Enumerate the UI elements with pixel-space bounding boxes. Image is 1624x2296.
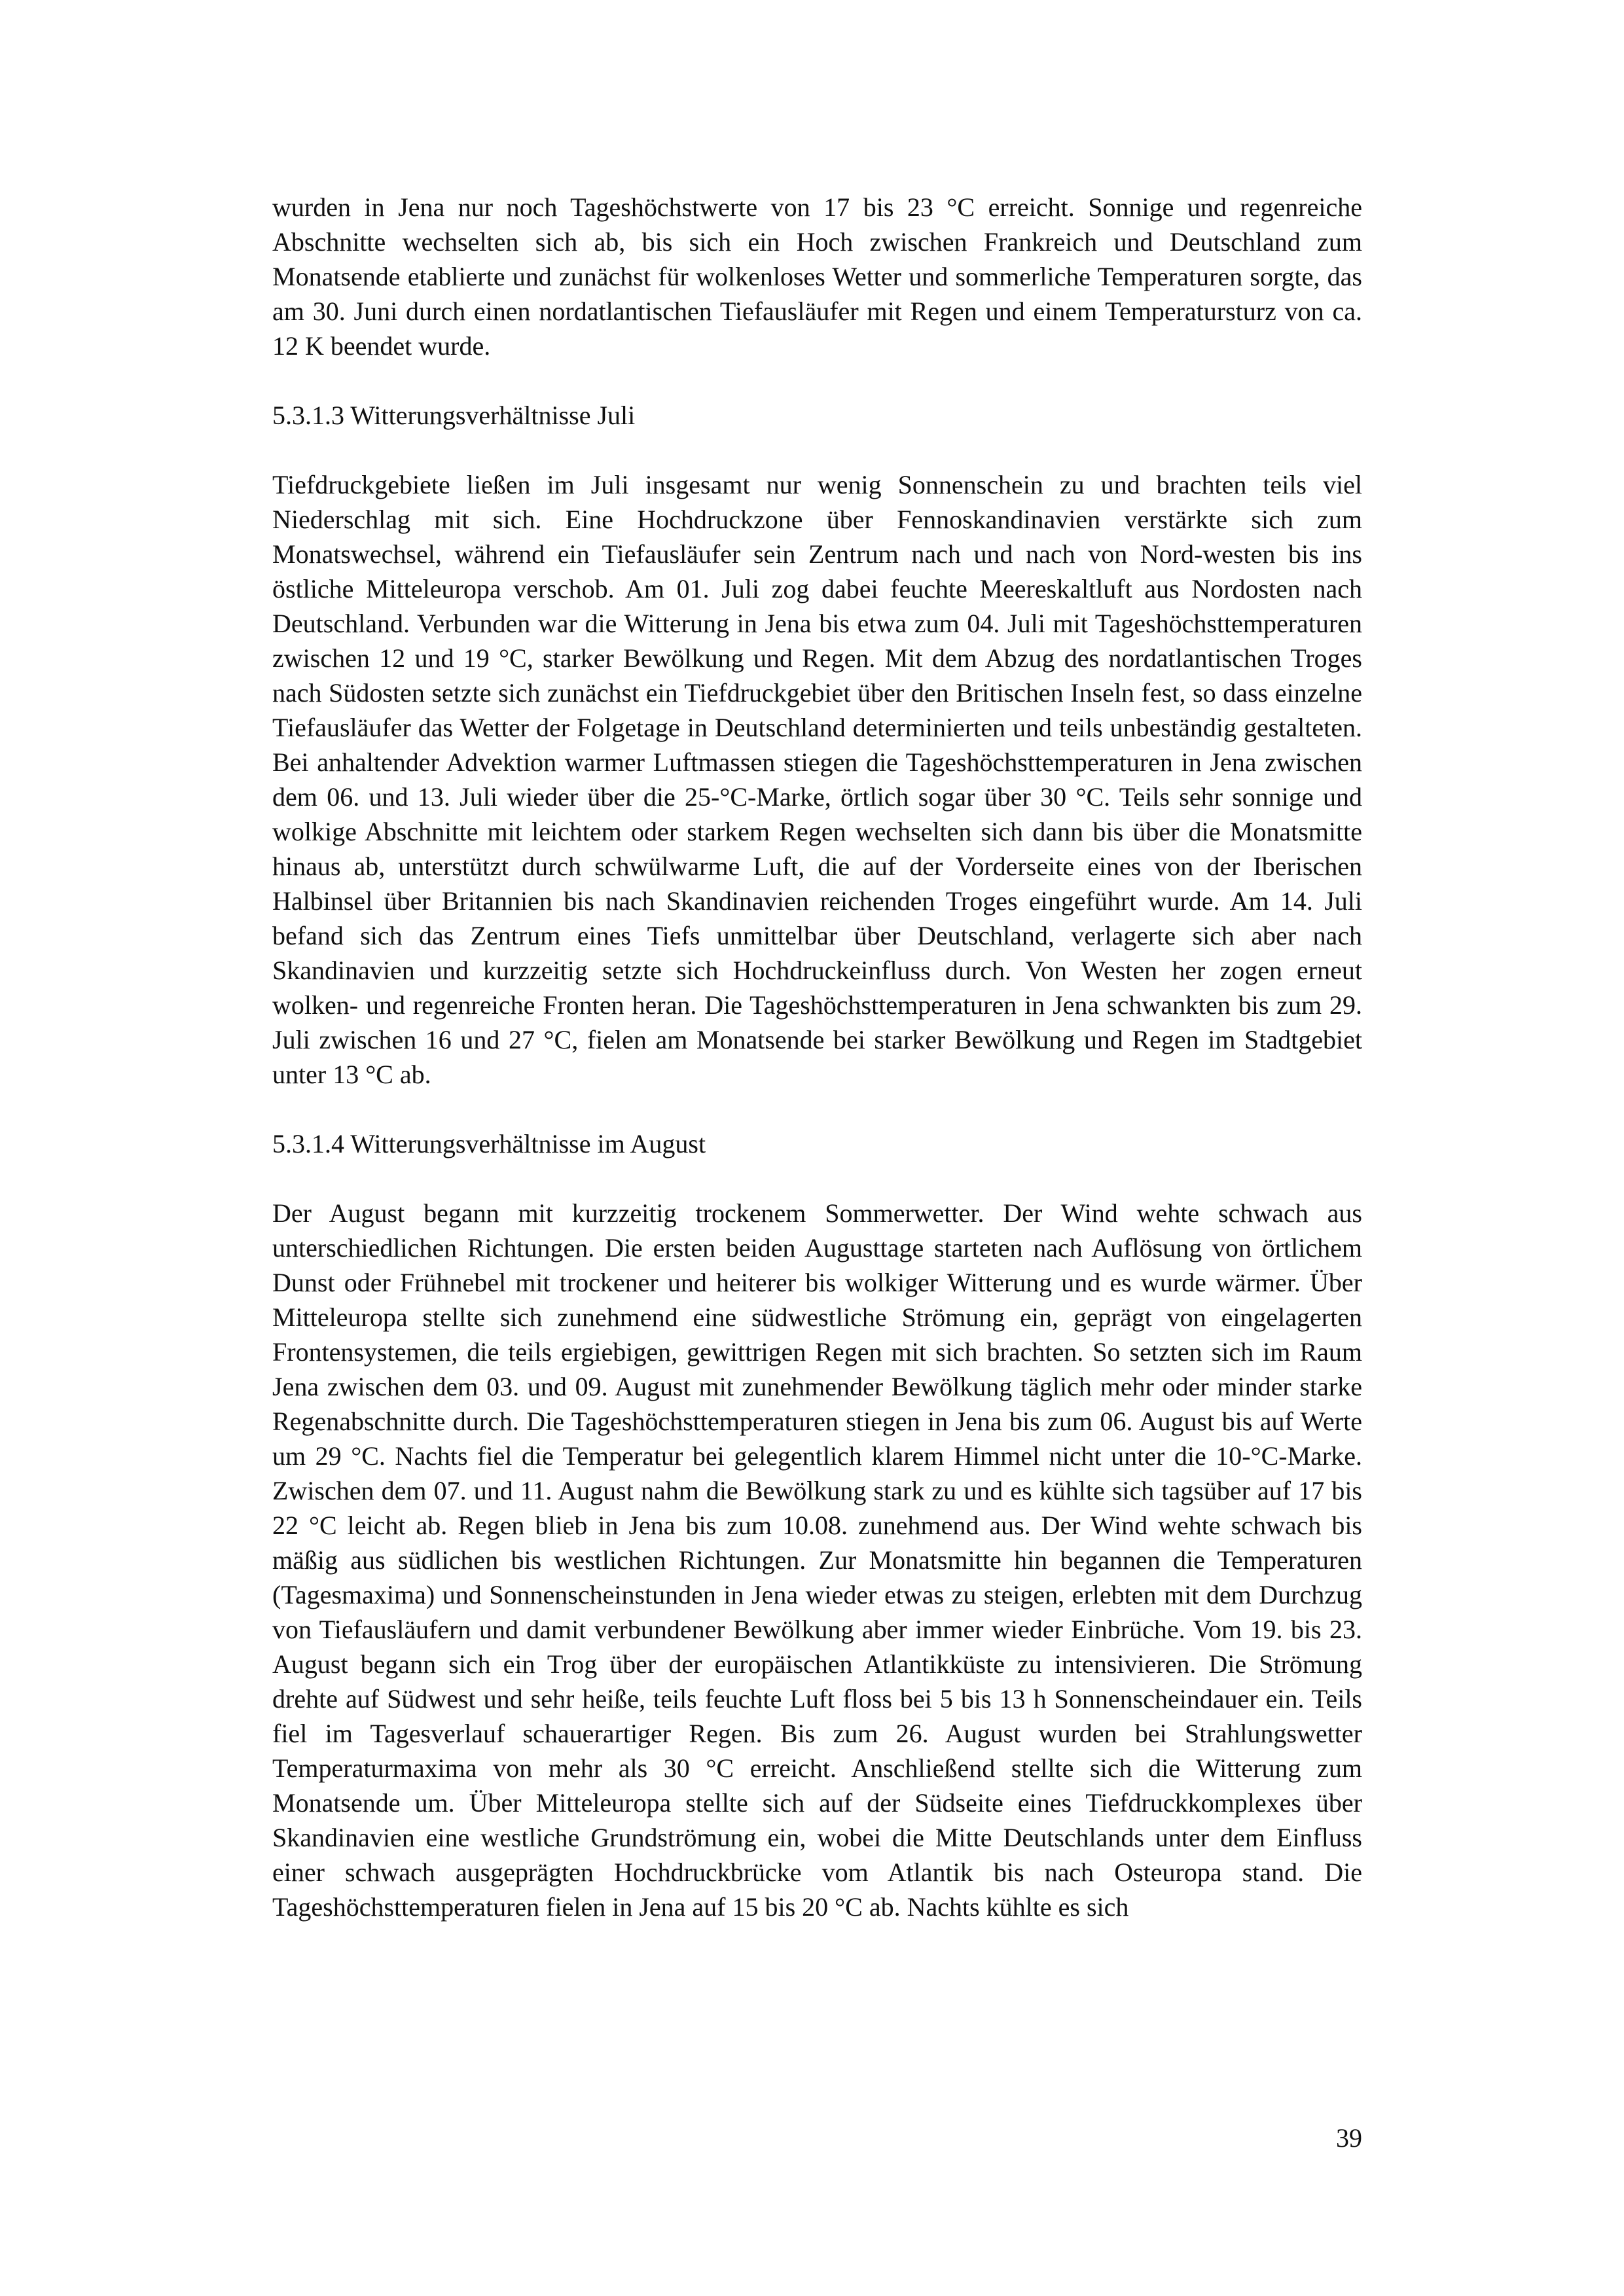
spacer (272, 1092, 1362, 1126)
document-page (272, 190, 1362, 1924)
paragraph-august: Der August begann mit kurzzeitig trockenem Sommerwetter. Der Wind wehte schwach aus unterschiedlichen Richtungen. Die ersten beiden Augusttage starteten nach Auflösung von örtlichem Dunst oder Frühnebel mit trockener und heiterer bis wolkiger Witterung und es wurde wärmer. Über Mitteleuropa stellte sich zunehmend eine südwestliche Strömung ein, geprägt von eingelagerten Frontensystemen, die teils ergiebigen, gewittrigen Regen mit sich brachten. So setzten sich im Raum Jena zwischen dem 03. und 09. August mit zunehmender Bewölkung täglich mehr oder minder starke Regenabschnitte durch. Die Tageshöchsttemperaturen stiegen in Jena bis zum 06. August bis auf Werte um 29 °C. Nachts fiel die Temperatur bei gelegentlich klarem Himmel nicht unter die 10-°C-Marke. Zwischen dem 07. und 11. August nahm die Bewölkung stark zu und es kühlte sich tagsüber auf 17 bis 22 °C leicht ab. Regen blieb in Jena bis zum 10.08. zunehmend aus. Der Wind wehte schwach bis mäßig aus südlichen bis westlichen Richtungen. Zur Monatsmitte hin begannen die Temperaturen (Tagesmaxima) und Sonnenscheinstunden in Jena wieder etwas zu steigen, erlebten mit dem Durchzug von Tiefausläufern und damit verbundener Bewölkung aber immer wieder Einbrüche. Vom 19. bis 23. August begann sich ein Trog über der europäischen Atlantikküste zu intensivieren. Die Strömung drehte auf Südwest und sehr heiße, teils feuchte Luft floss bei 5 bis 13 h Sonnenscheindauer ein. Teils fiel im Tagesverlauf schauerartiger Regen. Bis zum 26. August wurden bei Strahlungswetter Temperaturmaxima von mehr als 30 °C erreicht. Anschließend stellte sich die Witterung zum Monatsende um. Über Mitteleuropa stellte sich auf der Südseite eines Tiefdruckkomplexes über Skandinavien eine westliche Grundströmung ein, wobei die Mitte Deutschlands unter dem Einfluss einer schwach ausgeprägten Hochdruckbrücke vom Atlantik bis nach Osteuropa stand. Die Tageshöchsttemperaturen fielen in Jena auf 15 bis 20 °C ab. Nachts kühlte es sich (272, 1198, 1362, 1922)
page-number: 39 (1336, 2123, 1362, 2153)
spacer (272, 433, 1362, 467)
spacer (272, 363, 1362, 398)
paragraph-july: Tiefdruckgebiete ließen im Juli insgesamt nur wenig Sonnenschein zu und brachten teils viel Niederschlag mit sich. Eine Hochdruckzone über Fennoskandinavien verstärkte sich zum Monatswechsel, während ein Tiefausläufer sein Zentrum nach und nach von Nord-westen bis ins östliche Mitteleuropa verschob. Am 01. Juli zog dabei feuchte Meereskaltluft aus Nordosten nach Deutschland. Verbunden war die Witterung in Jena bis etwa zum 04. Juli mit Tageshöchsttemperaturen zwischen 12 und 19 °C, starker Bewölkung und Regen. Mit dem Abzug des nordatlantischen Troges nach Südosten setzte sich zunächst ein Tiefdruckgebiet über den Britischen Inseln fest, so dass einzelne Tiefausläufer das Wetter der Folgetage in Deutschland determinierten und teils unbeständig gestalteten. Bei anhaltender Advektion warmer Luftmassen stiegen die Tageshöchsttemperaturen in Jena zwischen dem 06. und 13. Juli wieder über die 25-°C-Marke, örtlich sogar über 30 °C. Teils sehr sonnige und wolkige Abschnitte mit leichtem oder starkem Regen wechselten sich dann bis über die Monatsmitte hinaus ab, unterstützt durch schwülwarme Luft, die auf der Vorderseite eines von der Iberischen Halbinsel über Britannien bis nach Skandinavien reichenden Troges eingeführt wurde. Am 14. Juli befand sich das Zentrum eines Tiefs unmittelbar über Deutschland, verlagerte sich aber nach Skandinavien und kurzzeitig setzte sich Hochdruckeinfluss durch. Von Westen her zogen erneut wolken- und regenreiche Fronten heran. Die Tageshöchsttemperaturen in Jena schwankten bis zum 29. Juli zwischen 16 und 27 °C, fielen am Monatsende bei starker Bewölkung und Regen im Stadtgebiet unter 13 °C ab. (272, 470, 1362, 1089)
heading-july: 5.3.1.3 Witterungsverhältnisse Juli (272, 401, 636, 430)
paragraph-june-end: wurden in Jena nur noch Tageshöchstwerte von 17 bis 23 °C erreicht. Sonnige und regenreiche Abschnitte wechselten sich ab, bis sich ein Hoch zwischen Frankreich und Deutschland zum Monatsende etablierte und zunächst für wolkenloses Wetter und sommerliche Temperaturen sorgte, das am 30. Juni durch einen nordatlantischen Tiefausläufer mit Regen und einem Temperatursturz von ca. 12 K beendet wurde. (272, 192, 1362, 361)
heading-august: 5.3.1.4 Witterungsverhältnisse im August (272, 1129, 706, 1158)
spacer (272, 1161, 1362, 1196)
